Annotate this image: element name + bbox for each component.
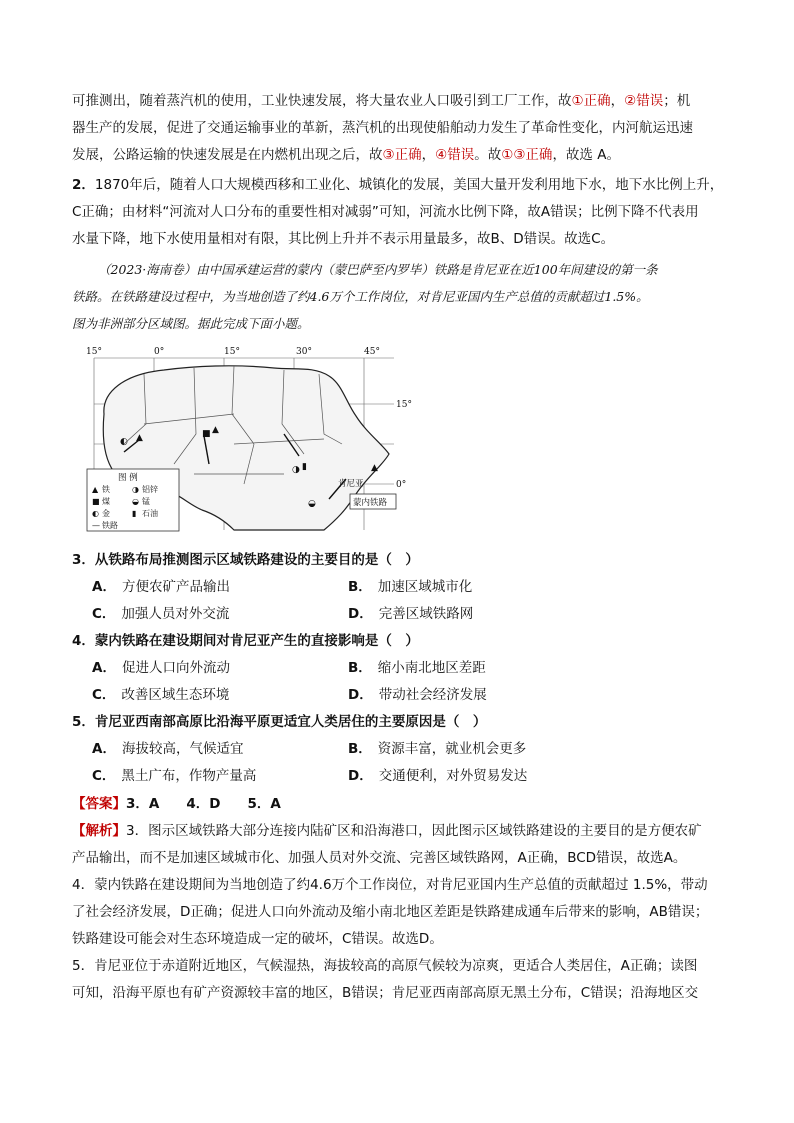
legend-symbol: — [92, 521, 100, 530]
text-span: 。故 [474, 147, 502, 163]
lon-label: 15° [86, 347, 102, 357]
option-b[interactable] [348, 655, 486, 682]
text-span: ， [610, 93, 625, 109]
lon-label: 15° [224, 347, 240, 357]
option-key: D． [348, 687, 373, 703]
lon-label: 30° [296, 347, 312, 357]
option-a[interactable] [92, 655, 230, 682]
option-d[interactable] [348, 682, 487, 709]
iron-icon: ▲ [136, 433, 143, 443]
text-line: 4．蒙内铁路在建设期间为当地创造了约4.6万个工作岗位，对肯尼亚国内生产总值的贡献超过 1.5%，带动 [72, 877, 708, 893]
option-key: C． [92, 768, 116, 784]
text-line [72, 818, 724, 845]
option-b[interactable] [348, 574, 472, 601]
question-material [72, 256, 724, 337]
option-c[interactable] [92, 682, 229, 709]
text-line: 器生产的发展，促进了交通运输事业的革新，蒸汽机的出现使船舶动力发生了革命性变化，内河航运迅速 [72, 120, 693, 136]
text-span: 发展，公路运输的快速发展是在内燃机出现之后，故 [72, 147, 383, 163]
question-stem: 4．蒙内铁路在建设期间对肯尼亚产生的直接影响是（ ） [72, 633, 419, 649]
manganese-icon: ◒ [308, 499, 316, 509]
lon-label: 0° [154, 347, 165, 357]
wrong-mark: ②错误 [624, 93, 664, 109]
text-line [72, 88, 724, 115]
lon-label: 45° [364, 347, 380, 357]
iron-icon: ▲ [371, 463, 378, 473]
option-text: 海拔较高，气候适宜 [121, 741, 244, 757]
answer-text: 3．A 4．D 5．A [126, 796, 281, 812]
option-key: C． [92, 606, 116, 622]
text-line: 铁路。在铁路建设过程中，为当地创造了约4.6万个工作岗位，对肯尼亚国内生产总值的贡献超过1.5%。 [72, 289, 649, 304]
legend-label: 石油 [142, 509, 158, 518]
correct-mark: ①正确 [571, 93, 611, 109]
text-span: 可推测出，随着蒸汽机的使用，工业快速发展，将大量农业人口吸引到工厂工作，故 [72, 93, 572, 109]
analysis-block [72, 818, 724, 1007]
legend-label: 铁路 [102, 521, 118, 530]
text-line: 铁路建设可能会对生态环境造成一定的破坏，C错误。故选D。 [72, 931, 443, 947]
question-stem: 5．肯尼亚西南部高原比沿海平原更适宜人类居住的主要原因是（ ） [72, 714, 487, 730]
gold-icon: ◐ [120, 437, 128, 447]
lat-label: 15° [396, 400, 412, 410]
text-span: ，故选 A。 [552, 147, 620, 163]
answer-label: 【答案】 [72, 796, 126, 812]
text-line: 可知，沿海平原也有矿产资源较丰富的地区，B错误；肯尼亚西南部高原无黑土分布，C错误；沿海地区交 [72, 985, 699, 1001]
text-line: 5．肯尼亚位于赤道附近地区，气候湿热，海拔较高的高原气候较为凉爽，更适合人类居住，A正确；读图 [72, 958, 698, 974]
option-key: B． [348, 741, 372, 757]
legend-symbol: ◒ [132, 497, 139, 506]
option-key: A． [92, 579, 116, 595]
option-key: C． [92, 687, 116, 703]
railway-label: 蒙内铁路 [353, 498, 388, 508]
option-key: A． [92, 660, 116, 676]
question-stem: 3．从铁路布局推测图示区域铁路建设的主要目的是（ ） [72, 552, 419, 568]
option-d[interactable] [348, 601, 473, 628]
option-text: 缩小南北地区差距 [377, 660, 486, 676]
coal-icon: ■ [202, 429, 211, 439]
legend-label: 煤 [102, 497, 110, 506]
option-text: 资源丰富，就业机会更多 [377, 741, 527, 757]
text-line [72, 172, 724, 199]
option-key: D． [348, 768, 373, 784]
legend-label: 铝锌 [142, 485, 158, 494]
text-line [72, 142, 724, 169]
question-number: 2． [72, 177, 95, 193]
option-text: 改善区域生态环境 [121, 687, 230, 703]
correct-mark: ①③正确 [501, 147, 553, 163]
text-line: 图为非洲部分区域图。据此完成下面小题。 [72, 316, 310, 331]
africa-map [84, 344, 417, 534]
legend-symbol: ■ [92, 497, 100, 506]
wrong-mark: ④错误 [435, 147, 475, 163]
answer-line [72, 791, 281, 818]
option-key: B． [348, 660, 372, 676]
option-text: 交通便利，对外贸易发达 [378, 768, 528, 784]
text-line: 水量下降，地下水使用量相对有限，其比例上升并不表示用量最多，故B、D错误。故选C。 [72, 231, 615, 247]
legend-symbol: ◐ [92, 509, 99, 518]
text-span: ， [421, 147, 436, 163]
text-span: 1870年后，随着人口大规模西移和工业化、城镇化的发展，美国大量开发利用地下水，地下水比例上升， [94, 177, 724, 193]
oil-icon: ▮ [302, 462, 307, 472]
option-a[interactable] [92, 736, 243, 763]
text-span: ；机 [663, 93, 691, 109]
option-a[interactable] [92, 574, 230, 601]
option-text: 完善区域铁路网 [378, 606, 474, 622]
option-key: B． [348, 579, 372, 595]
text-line: 了社会经济发展，D正确；促进人口向外流动及缩小南北地区差距是铁路建成通车后带来的影响，AB错误； [72, 904, 709, 920]
legend-symbol: ▲ [92, 485, 99, 494]
text-line: （2023·海南卷）由中国承建运营的蒙内（蒙巴萨至内罗毕）铁路是肯尼亚在近100年间建设的第一条 [98, 262, 658, 277]
correct-mark: ③正确 [382, 147, 422, 163]
legend-symbol: ▮ [132, 509, 137, 518]
option-b[interactable] [348, 736, 526, 763]
option-key: D． [348, 606, 373, 622]
legend-label: 金 [102, 509, 110, 518]
option-text: 黑土广布，作物产量高 [121, 768, 257, 784]
aluminum-zinc-icon: ◑ [292, 465, 300, 475]
option-text: 促进人口向外流动 [121, 660, 230, 676]
legend-symbol: ◑ [132, 485, 139, 494]
option-key: A． [92, 741, 116, 757]
option-text: 加强人员对外交流 [121, 606, 230, 622]
legend-label: 锰 [142, 497, 150, 506]
iron-icon: ▲ [212, 425, 219, 435]
option-d[interactable] [348, 763, 527, 790]
option-text: 带动社会经济发展 [378, 687, 487, 703]
option-text: 方便农矿产品输出 [121, 579, 230, 595]
option-c[interactable] [92, 601, 229, 628]
analysis-label: 【解析】 [72, 823, 126, 839]
option-text: 加速区域城市化 [377, 579, 473, 595]
lat-label: 0° [396, 480, 407, 490]
legend-title: 图 例 [118, 473, 138, 483]
paragraph-q2-explanation [72, 172, 724, 253]
text-line: 产品输出，而不是加速区域城市化、加强人员对外交流、完善区域铁路网，A正确，BCD错误，故选A。 [72, 850, 687, 866]
paragraph-q1-explanation [72, 88, 724, 169]
legend-label: 铁 [102, 485, 110, 494]
text-line: C正确；由材料“河流对人口分布的重要性相对减弱”可知，河流水比例下降，故A错误；比例下降不代表用 [72, 204, 699, 220]
map-legend [87, 469, 179, 531]
kenya-label: 肯尼亚 [338, 479, 364, 489]
text-span: 3．图示区域铁路大部分连接内陆矿区和沿海港口，因此图示区域铁路建设的主要目的是方便农矿 [126, 823, 702, 839]
option-c[interactable] [92, 763, 256, 790]
